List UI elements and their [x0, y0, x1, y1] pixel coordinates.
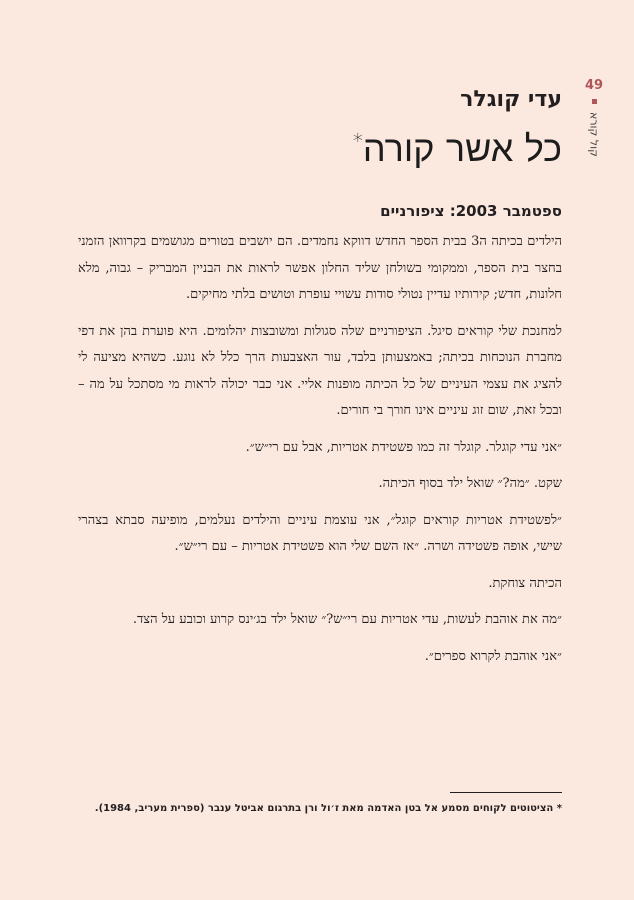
paragraph: למחנכת שלי קוראים סיגל. הציפורניים שלה סגולות ומשובצות יהלומים. היא פוערת בהן את דפי מחברת הנוכחות בכיתה; באמצעותן בלבד, עור האצבעות הרך כלל לא נוגע. כשהיא מציעה לי להציג את עצמי העיניים של כל הכיתה מופנות אליי. אני כבר יכולה לראות מי מסתכל על מה – ובכל זאת, שום זוג עיניים אינו חורך בי חורים.	[78, 323, 562, 418]
separator-square-icon	[592, 99, 597, 104]
footnote-divider	[450, 792, 562, 793]
paragraph: שקט. ״מה?״ שואל ילד בסוף הכיתה.	[378, 476, 562, 491]
paragraph: ״אני עדי קוגלר. קוגלר זה כמו פשטידת אטריות, אבל עם רי״ש״.	[245, 439, 562, 455]
page-margin	[579, 78, 609, 157]
paragraph: ״מה את אוהבת לעשות, עדי אטריות עם רי״ש?״ שואל ילד בג׳ינס קרוע וכובע על הצד.	[132, 612, 562, 627]
footnote-mark: *	[352, 129, 363, 153]
title-text: כל אשר קורה	[362, 129, 562, 170]
section-heading: ספטמבר 2003: ציפורניים	[380, 202, 562, 220]
paragraph: ״אני אוהבת לקרוא ספרים״.	[424, 648, 562, 664]
running-head: קול קורא	[587, 112, 601, 157]
body-text	[78, 229, 562, 680]
paragraph: הילדים בכיתה ה3 בבית הספר החדש דווקא נחמדים. הם יושבים בטורים מגושמים בקרוואן הזמני בחצר בית הספר, וממקומי בשולחן שליד החלון אפשר לראות את הבניין המבריק – גבוה, מלא חלונות, חדש; קירותיו עדיין נטולי סודות עשויי עופרת וטושים בלתי מחיקים.	[78, 234, 562, 302]
article-title	[353, 117, 562, 174]
paragraph: ״לפשטידת אטריות קוראים קוגל״, אני עוצמת עיניים והילדים נעלמים, מופיעה סבתא בצהרי שישי, אופה פשטידה ושרה. ״אז השם שלי הוא פשטידת אטריות – עם רי״ש״.	[78, 512, 562, 554]
paragraph: הכיתה צוחקת.	[488, 575, 562, 591]
author-name: עדי קוגלר	[460, 87, 562, 112]
page-number: 49	[584, 78, 604, 93]
footnote: * הציטוטים לקוחים מסמע אל בטן האדמה מאת ז׳ול ורן בתרגום אביטל ענבר (ספרית מעריב, 1984).	[94, 803, 562, 814]
